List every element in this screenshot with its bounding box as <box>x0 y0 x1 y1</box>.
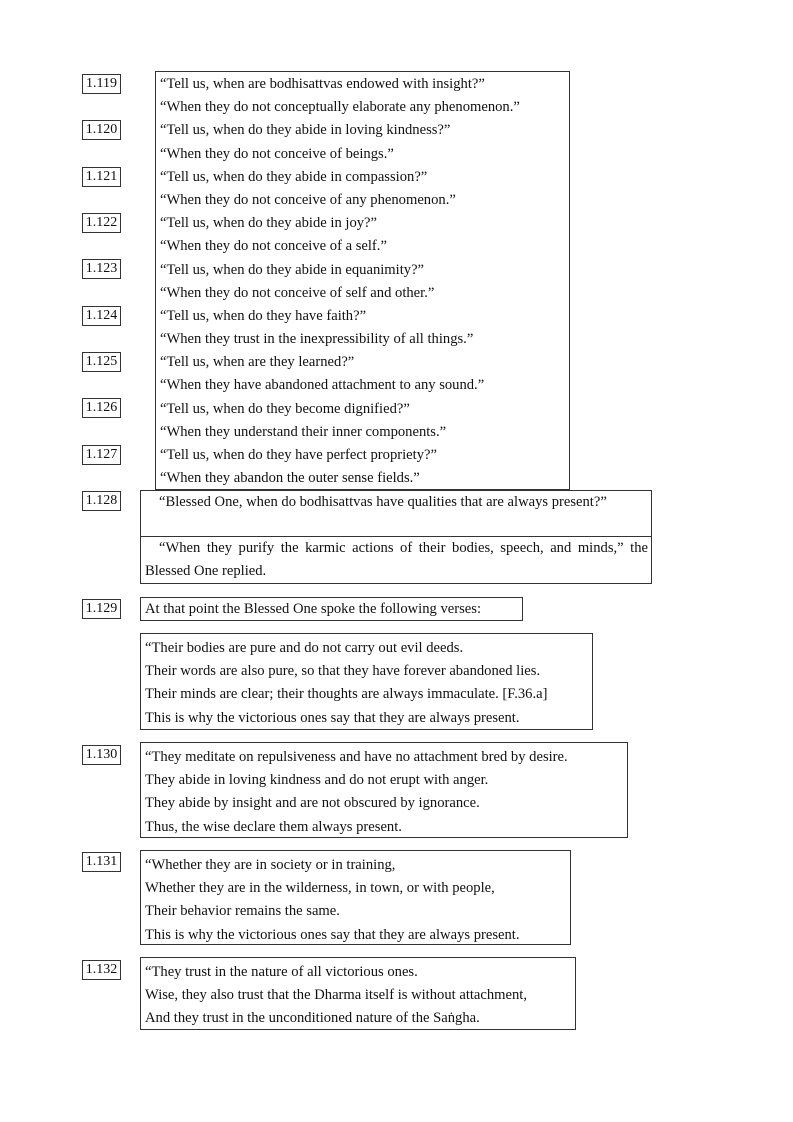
dialogue-box <box>155 71 570 490</box>
dialogue-line: “When they trust in the inexpressibility of all things.” <box>160 331 474 348</box>
dialogue-line: “When they abandon the outer sense fields.” <box>160 470 420 487</box>
section-number: 1.124 <box>82 306 121 326</box>
section-number: 1.121 <box>82 167 121 187</box>
section-number: 1.120 <box>82 120 121 140</box>
verse-line: “They meditate on repulsiveness and have no attachment bred by desire. <box>145 749 568 765</box>
dialogue-line: “Tell us, when do they abide in compassion?” <box>160 168 428 185</box>
verse-line: Their words are also pure, so that they have forever abandoned lies. <box>145 663 541 680</box>
dialogue-line: “Tell us, when do they have perfect propriety?” <box>160 447 437 463</box>
verse-box <box>140 633 593 730</box>
verse-line: Wise, they also trust that the Dharma itself is without attachment, <box>145 987 528 1004</box>
answer-text: “When they purify the karmic actions of their bodies, speech, and minds,” the Blessed One replied. <box>145 540 648 580</box>
dialogue-line: “Tell us, when do they abide in loving kindness?” <box>160 122 451 139</box>
section-number: 1.130 <box>82 745 121 765</box>
verse-box <box>140 850 571 945</box>
verse-line: Thus, the wise declare them always present. <box>145 818 402 835</box>
dialogue-line: “When they do not conceive of beings.” <box>160 145 394 162</box>
dialogue-line: “Tell us, when do they abide in equanimity?” <box>160 261 425 278</box>
section-number: 1.126 <box>82 398 121 418</box>
verse-box <box>140 957 576 1030</box>
verse-line: Whether they are in the wilderness, in town, or with people, <box>145 880 495 897</box>
verse-line: Their behavior remains the same. <box>145 903 340 920</box>
verse-line: They abide in loving kindness and do not erupt with anger. <box>145 772 489 789</box>
dialogue-line: “When they do not conceive of a self.” <box>160 238 387 255</box>
intro-paragraph <box>140 597 523 621</box>
verse-line: “They trust in the nature of all victorious ones. <box>145 964 418 980</box>
verse-line: Their minds are clear; their thoughts are always immaculate. [F.36.a] <box>145 686 548 703</box>
question-text: “Blessed One, when do bodhisattvas have qualities that are always present?” <box>159 494 607 510</box>
dialogue-line: “When they have abandoned attachment to any sound.” <box>160 377 485 394</box>
dialogue-line: “When they do not conceive of any phenomenon.” <box>160 191 456 208</box>
verse-line: “Whether they are in society or in training, <box>145 857 396 873</box>
verse-line: “Their bodies are pure and do not carry out evil deeds. <box>145 640 464 656</box>
section-number: 1.128 <box>82 491 121 511</box>
dialogue-line: “Tell us, when do they have faith?” <box>160 307 367 324</box>
verse-line: And they trust in the unconditioned nature of the Saṅgha. <box>145 1010 480 1027</box>
dialogue-line: “When they do not conceptually elaborate any phenomenon.” <box>160 99 520 116</box>
dialogue-line: “When they do not conceive of self and other.” <box>160 284 435 301</box>
dialogue-line: “When they understand their inner components.” <box>160 423 447 440</box>
section-number: 1.125 <box>82 352 121 372</box>
dialogue-line: “Tell us, when are they learned?” <box>160 354 355 371</box>
verse-box <box>140 742 628 838</box>
answer-paragraph <box>140 536 652 584</box>
verse-line: They abide by insight and are not obscured by ignorance. <box>145 795 480 812</box>
section-number: 1.132 <box>82 960 121 980</box>
section-number: 1.131 <box>82 852 121 872</box>
section-number: 1.122 <box>82 213 121 233</box>
section-number: 1.127 <box>82 445 121 465</box>
section-number: 1.119 <box>82 74 121 94</box>
intro-text: At that point the Blessed One spoke the following verses: <box>145 601 482 617</box>
question-paragraph <box>140 490 652 537</box>
dialogue-line: “Tell us, when do they become dignified?” <box>160 400 410 417</box>
section-number: 1.129 <box>82 599 121 619</box>
dialogue-line: “Tell us, when do they abide in joy?” <box>160 215 378 232</box>
verse-line: This is why the victorious ones say that they are always present. <box>145 926 520 943</box>
dialogue-line: “Tell us, when are bodhisattvas endowed with insight?” <box>160 76 485 92</box>
section-number: 1.123 <box>82 259 121 279</box>
verse-line: This is why the victorious ones say that they are always present. <box>145 709 520 726</box>
